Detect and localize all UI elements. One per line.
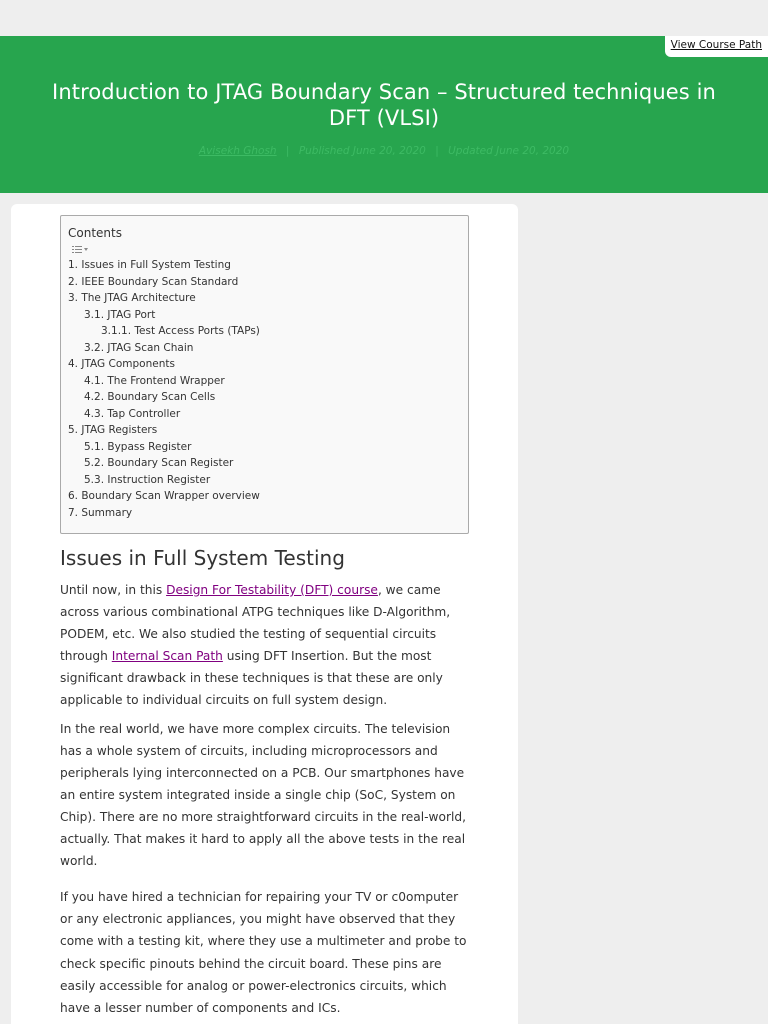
paragraph-text: , we came across various combinational ATPG techniques like D-Algorithm, PODEM, etc. We also studied the testing of sequential circuits through: [60, 583, 451, 664]
toc-item[interactable]: [68, 323, 461, 340]
toc-item[interactable]: [68, 488, 461, 505]
paragraph: [60, 579, 470, 712]
paragraph-text: using DFT Insertion. But the most significant drawback in these techniques is that these are only applicable to individual circuits on full system design.: [60, 649, 443, 708]
toc-link[interactable]: 3.2. JTAG Scan Chain: [84, 341, 194, 354]
dft-course-link[interactable]: Design For Testability (DFT) course: [166, 583, 378, 597]
paragraph: If you have hired a technician for repairing your TV or c0omputer or any electronic appliances, you might have observed that they come with a testing kit, where they use a multimeter and probe to check specific pinouts behind the circuit board. These pins are easily accessible for analog or power-electronics circuits, which have a lesser number of components and ICs.: [60, 890, 467, 1015]
toc-item[interactable]: [68, 406, 461, 423]
toc-item[interactable]: [68, 307, 461, 324]
toc-item[interactable]: [68, 505, 461, 522]
toc-item[interactable]: [68, 274, 461, 291]
toc-toggle-icon[interactable]: [72, 245, 88, 255]
toc-link[interactable]: 4.2. Boundary Scan Cells: [84, 391, 216, 403]
page-title: Introduction to JTAG Boundary Scan – Structured techniques in DFT (VLSI): [52, 80, 716, 130]
toc-item[interactable]: [68, 290, 461, 307]
section-heading: Issues in Full System Testing: [60, 546, 345, 570]
toc-item[interactable]: [68, 439, 461, 456]
toc-link[interactable]: 5.1. Bypass Register: [84, 440, 192, 453]
toc-link[interactable]: 7. Summary: [68, 506, 133, 519]
meta-separator: |: [435, 145, 439, 157]
published-date: Published June 20, 2020: [298, 145, 426, 157]
toc-link[interactable]: 5.3. Instruction Register: [84, 473, 211, 486]
toc-link[interactable]: 4. JTAG Components: [68, 358, 175, 370]
toc-link[interactable]: 2. IEEE Boundary Scan Standard: [68, 275, 239, 288]
toc-item[interactable]: [68, 455, 461, 472]
toc-link[interactable]: 4.3. Tap Controller: [84, 407, 181, 420]
toc-link[interactable]: 1. Issues in Full System Testing: [68, 259, 231, 271]
toc-link[interactable]: 3. The JTAG Architecture: [68, 292, 196, 304]
internal-scan-path-link[interactable]: Internal Scan Path: [111, 649, 223, 664]
toc-link[interactable]: 5.2. Boundary Scan Register: [84, 457, 234, 469]
toc-list: [68, 257, 461, 521]
toc-item[interactable]: [68, 257, 461, 274]
toc-link[interactable]: 3.1.1. Test Access Ports (TAPs): [101, 325, 260, 337]
toc-link[interactable]: 3.1. JTAG Port: [84, 308, 156, 321]
toc-item[interactable]: [68, 389, 461, 406]
view-course-path-link[interactable]: View Course Path: [665, 36, 768, 57]
toc-item[interactable]: [68, 373, 461, 390]
paragraph-text: Until now, in this: [60, 583, 167, 597]
toc-item[interactable]: [68, 356, 461, 373]
meta-separator: |: [285, 145, 290, 157]
toc-link[interactable]: 4.1. The Frontend Wrapper: [84, 374, 225, 387]
toc-item[interactable]: [68, 472, 461, 489]
table-of-contents: [60, 215, 469, 534]
updated-date: Updated June 20, 2020: [448, 145, 570, 157]
article-body: [60, 543, 470, 1024]
toc-item[interactable]: [68, 422, 461, 439]
toc-link[interactable]: 6. Boundary Scan Wrapper overview: [68, 490, 260, 502]
paragraph: In the real world, we have more complex circuits. The television has a whole system of circuits, including microprocessors and peripherals lying interconnected on a PCB. Our smartphones have an entire system integrated inside a single chip (SoC, System on Chip). There are no more straightforward circuits in the real-world, actually. That makes it hard to apply all the above tests in the real world.: [60, 721, 466, 869]
toc-link[interactable]: 5. JTAG Registers: [68, 424, 158, 436]
toc-item[interactable]: [68, 340, 461, 357]
toc-title: Contents: [68, 226, 122, 240]
page-hero: [0, 36, 768, 193]
post-meta: [0, 145, 768, 157]
author-link[interactable]: Avisekh Ghosh: [198, 145, 277, 157]
